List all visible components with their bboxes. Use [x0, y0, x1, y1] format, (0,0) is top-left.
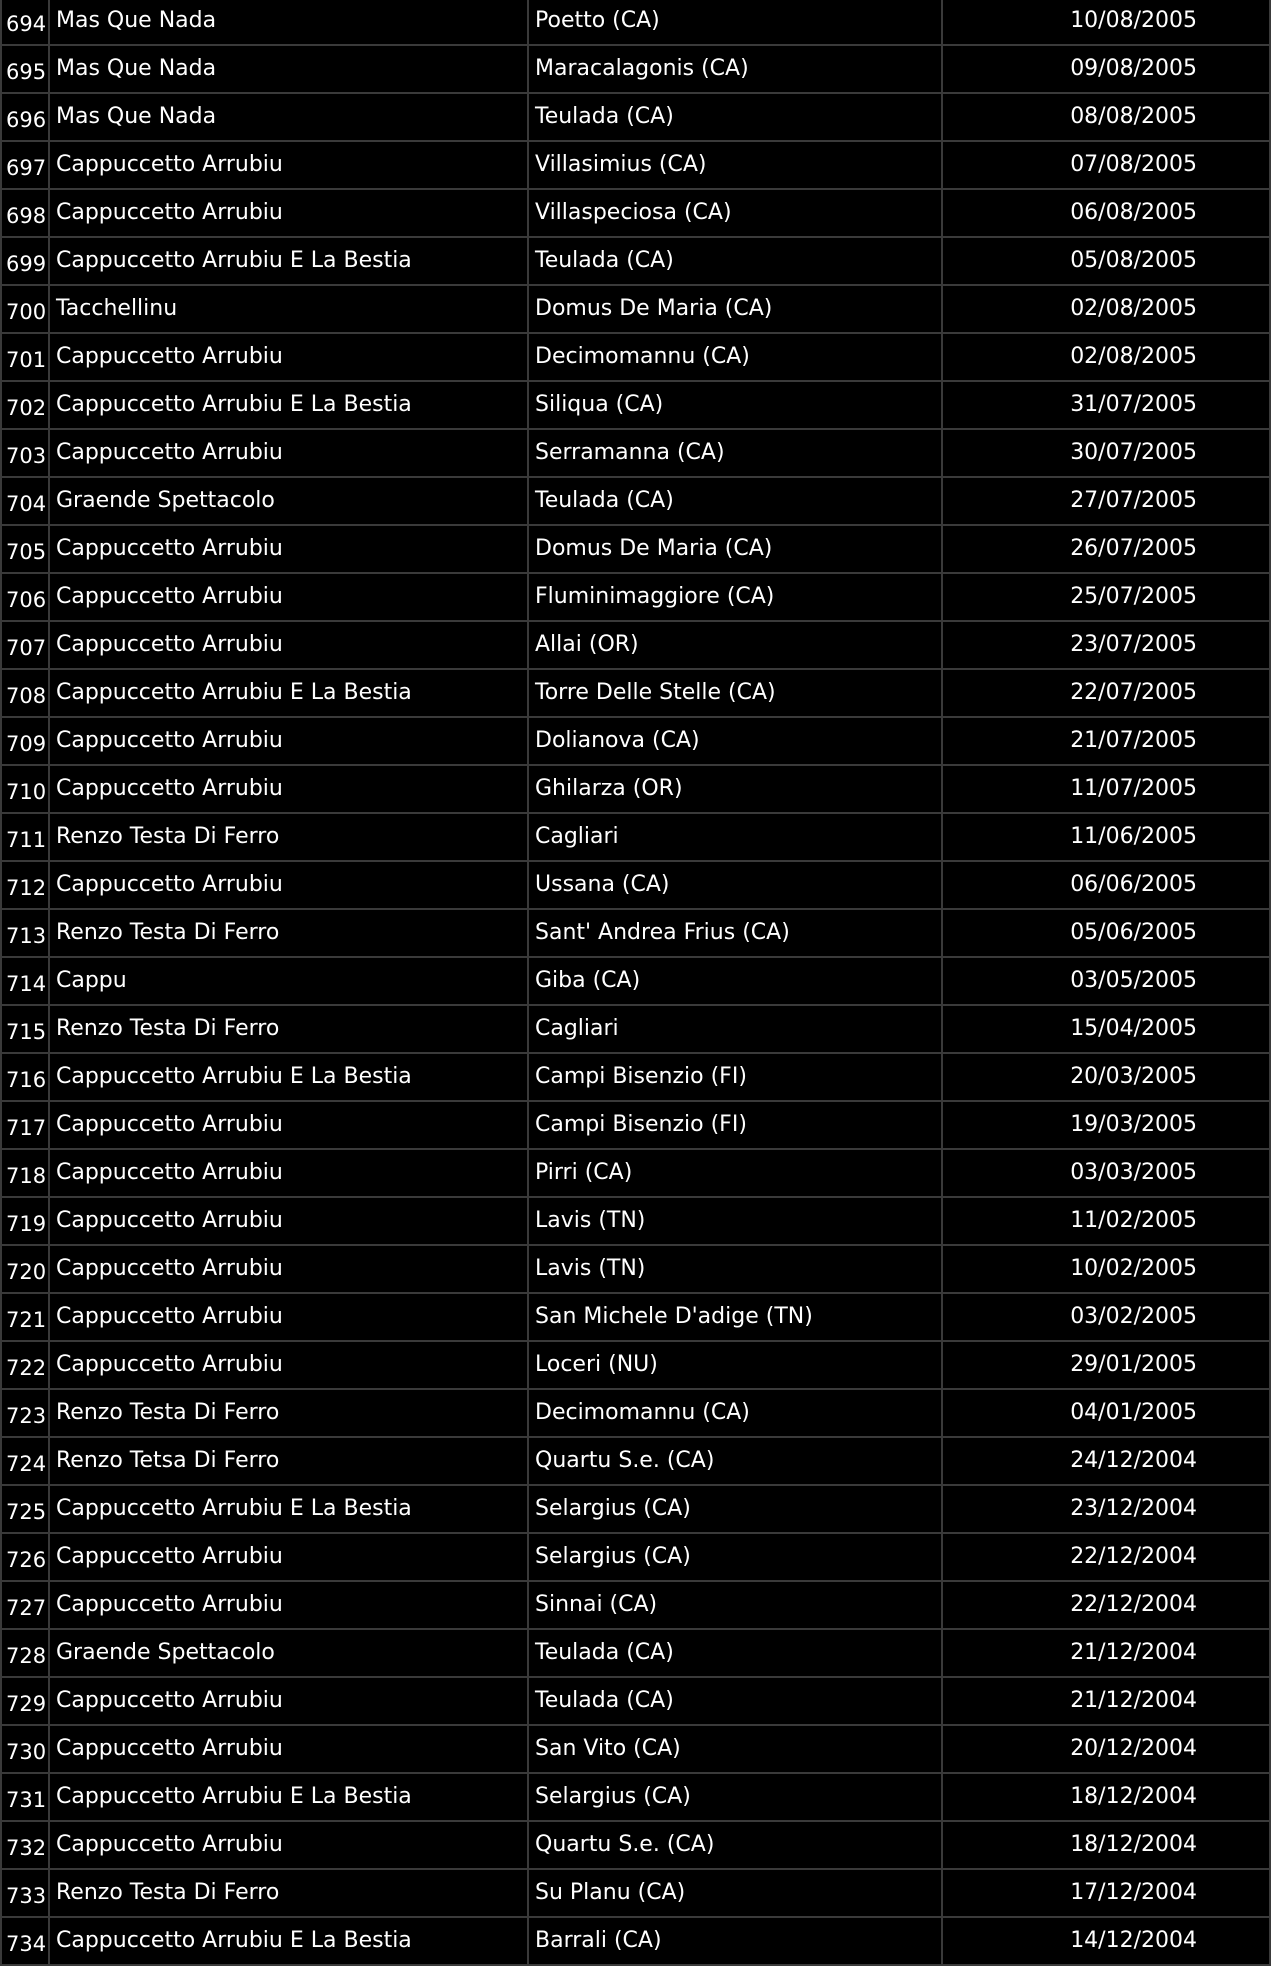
venue-cell: Lavis (TN) — [528, 1245, 942, 1293]
table-row — [1, 93, 1270, 141]
row-number-cell: 709 — [1, 717, 49, 765]
show-title-cell: Cappuccetto Arrubiu — [49, 525, 528, 573]
date-cell: 10/08/2005 — [942, 0, 1270, 45]
show-title-cell: Cappuccetto Arrubiu E La Bestia — [49, 669, 528, 717]
venue-cell: Sant' Andrea Frius (CA) — [528, 909, 942, 957]
table-row — [1, 1437, 1270, 1485]
show-title-cell: Renzo Testa Di Ferro — [49, 1869, 528, 1917]
venue-cell: Villaspeciosa (CA) — [528, 189, 942, 237]
venue-cell: Teulada (CA) — [528, 1629, 942, 1677]
row-number-cell: 710 — [1, 765, 49, 813]
show-title-cell: Renzo Testa Di Ferro — [49, 813, 528, 861]
table-row — [1, 0, 1270, 45]
table-row — [1, 1245, 1270, 1293]
row-number-cell: 694 — [1, 0, 49, 45]
table-row — [1, 1485, 1270, 1533]
date-cell: 21/07/2005 — [942, 717, 1270, 765]
show-title-cell: Cappuccetto Arrubiu — [49, 1677, 528, 1725]
date-cell: 03/03/2005 — [942, 1149, 1270, 1197]
venue-cell: Selargius (CA) — [528, 1773, 942, 1821]
date-cell: 14/12/2004 — [942, 1917, 1270, 1965]
show-title-cell: Cappuccetto Arrubiu — [49, 573, 528, 621]
row-number-cell: 698 — [1, 189, 49, 237]
table-row — [1, 525, 1270, 573]
row-number-cell: 729 — [1, 1677, 49, 1725]
row-number-cell: 715 — [1, 1005, 49, 1053]
show-title-cell: Cappuccetto Arrubiu — [49, 621, 528, 669]
date-cell: 20/12/2004 — [942, 1725, 1270, 1773]
table-row — [1, 1053, 1270, 1101]
show-title-cell: Mas Que Nada — [49, 93, 528, 141]
row-number-cell: 727 — [1, 1581, 49, 1629]
table-row — [1, 1197, 1270, 1245]
venue-cell: Selargius (CA) — [528, 1485, 942, 1533]
show-title-cell: Graende Spettacolo — [49, 477, 528, 525]
row-number-cell: 730 — [1, 1725, 49, 1773]
show-title-cell: Cappuccetto Arrubiu — [49, 717, 528, 765]
table-row — [1, 765, 1270, 813]
date-cell: 11/06/2005 — [942, 813, 1270, 861]
table-row — [1, 573, 1270, 621]
date-cell: 11/07/2005 — [942, 765, 1270, 813]
date-cell: 07/08/2005 — [942, 141, 1270, 189]
table-row — [1, 333, 1270, 381]
venue-cell: Giba (CA) — [528, 957, 942, 1005]
row-number-cell: 724 — [1, 1437, 49, 1485]
row-number-cell: 701 — [1, 333, 49, 381]
date-cell: 20/03/2005 — [942, 1053, 1270, 1101]
date-cell: 05/08/2005 — [942, 237, 1270, 285]
show-title-cell: Renzo Testa Di Ferro — [49, 1005, 528, 1053]
date-cell: 21/12/2004 — [942, 1629, 1270, 1677]
show-title-cell: Renzo Testa Di Ferro — [49, 909, 528, 957]
table-row — [1, 1773, 1270, 1821]
venue-cell: Serramanna (CA) — [528, 429, 942, 477]
row-number-cell: 726 — [1, 1533, 49, 1581]
date-cell: 29/01/2005 — [942, 1341, 1270, 1389]
row-number-cell: 702 — [1, 381, 49, 429]
table-row — [1, 1677, 1270, 1725]
row-number-cell: 712 — [1, 861, 49, 909]
date-cell: 02/08/2005 — [942, 285, 1270, 333]
venue-cell: Ghilarza (OR) — [528, 765, 942, 813]
date-cell: 22/12/2004 — [942, 1581, 1270, 1629]
date-cell: 27/07/2005 — [942, 477, 1270, 525]
venue-cell: Quartu S.e. (CA) — [528, 1437, 942, 1485]
show-title-cell: Cappuccetto Arrubiu — [49, 189, 528, 237]
row-number-cell: 714 — [1, 957, 49, 1005]
table-row — [1, 1629, 1270, 1677]
venue-cell: Barrali (CA) — [528, 1917, 942, 1965]
table-row — [1, 285, 1270, 333]
row-number-cell: 707 — [1, 621, 49, 669]
table-row — [1, 1293, 1270, 1341]
venue-cell: Campi Bisenzio (FI) — [528, 1101, 942, 1149]
row-number-cell: 720 — [1, 1245, 49, 1293]
show-title-cell: Renzo Tetsa Di Ferro — [49, 1437, 528, 1485]
venue-cell: Sinnai (CA) — [528, 1581, 942, 1629]
show-title-cell: Cappuccetto Arrubiu — [49, 1725, 528, 1773]
table-row — [1, 45, 1270, 93]
table-row — [1, 1917, 1270, 1965]
date-cell: 24/12/2004 — [942, 1437, 1270, 1485]
table-row — [1, 1821, 1270, 1869]
performances-table-body — [1, 0, 1270, 1965]
venue-cell: Selargius (CA) — [528, 1533, 942, 1581]
venue-cell: San Vito (CA) — [528, 1725, 942, 1773]
table-row — [1, 1869, 1270, 1917]
show-title-cell: Cappu — [49, 957, 528, 1005]
show-title-cell: Cappuccetto Arrubiu — [49, 1245, 528, 1293]
date-cell: 23/12/2004 — [942, 1485, 1270, 1533]
show-title-cell: Graende Spettacolo — [49, 1629, 528, 1677]
show-title-cell: Mas Que Nada — [49, 45, 528, 93]
row-number-cell: 711 — [1, 813, 49, 861]
row-number-cell: 723 — [1, 1389, 49, 1437]
venue-cell: Villasimius (CA) — [528, 141, 942, 189]
date-cell: 04/01/2005 — [942, 1389, 1270, 1437]
date-cell: 18/12/2004 — [942, 1773, 1270, 1821]
row-number-cell: 728 — [1, 1629, 49, 1677]
date-cell: 19/03/2005 — [942, 1101, 1270, 1149]
venue-cell: Su Planu (CA) — [528, 1869, 942, 1917]
row-number-cell: 722 — [1, 1341, 49, 1389]
venue-cell: Domus De Maria (CA) — [528, 285, 942, 333]
date-cell: 08/08/2005 — [942, 93, 1270, 141]
date-cell: 17/12/2004 — [942, 1869, 1270, 1917]
venue-cell: Teulada (CA) — [528, 237, 942, 285]
show-title-cell: Cappuccetto Arrubiu E La Bestia — [49, 381, 528, 429]
table-row — [1, 141, 1270, 189]
date-cell: 03/05/2005 — [942, 957, 1270, 1005]
date-cell: 09/08/2005 — [942, 45, 1270, 93]
row-number-cell: 717 — [1, 1101, 49, 1149]
row-number-cell: 713 — [1, 909, 49, 957]
row-number-cell: 734 — [1, 1917, 49, 1965]
table-row — [1, 1533, 1270, 1581]
venue-cell: Cagliari — [528, 813, 942, 861]
date-cell: 22/12/2004 — [942, 1533, 1270, 1581]
show-title-cell: Cappuccetto Arrubiu — [49, 1101, 528, 1149]
row-number-cell: 706 — [1, 573, 49, 621]
show-title-cell: Cappuccetto Arrubiu — [49, 861, 528, 909]
table-row — [1, 957, 1270, 1005]
date-cell: 03/02/2005 — [942, 1293, 1270, 1341]
venue-cell: Lavis (TN) — [528, 1197, 942, 1245]
table-row — [1, 1581, 1270, 1629]
venue-cell: Campi Bisenzio (FI) — [528, 1053, 942, 1101]
show-title-cell: Mas Que Nada — [49, 0, 528, 45]
show-title-cell: Cappuccetto Arrubiu — [49, 1821, 528, 1869]
table-row — [1, 1101, 1270, 1149]
table-row — [1, 429, 1270, 477]
venue-cell: Siliqua (CA) — [528, 381, 942, 429]
table-row — [1, 861, 1270, 909]
row-number-cell: 705 — [1, 525, 49, 573]
date-cell: 30/07/2005 — [942, 429, 1270, 477]
venue-cell: Teulada (CA) — [528, 93, 942, 141]
row-number-cell: 695 — [1, 45, 49, 93]
venue-cell: Poetto (CA) — [528, 0, 942, 45]
venue-cell: Teulada (CA) — [528, 1677, 942, 1725]
show-title-cell: Renzo Testa Di Ferro — [49, 1389, 528, 1437]
venue-cell: San Michele D'adige (TN) — [528, 1293, 942, 1341]
show-title-cell: Cappuccetto Arrubiu E La Bestia — [49, 1053, 528, 1101]
show-title-cell: Cappuccetto Arrubiu — [49, 333, 528, 381]
row-number-cell: 697 — [1, 141, 49, 189]
table-row — [1, 1341, 1270, 1389]
date-cell: 06/06/2005 — [942, 861, 1270, 909]
row-number-cell: 731 — [1, 1773, 49, 1821]
show-title-cell: Cappuccetto Arrubiu E La Bestia — [49, 1917, 528, 1965]
date-cell: 11/02/2005 — [942, 1197, 1270, 1245]
table-row — [1, 813, 1270, 861]
show-title-cell: Cappuccetto Arrubiu — [49, 141, 528, 189]
date-cell: 26/07/2005 — [942, 525, 1270, 573]
date-cell: 31/07/2005 — [942, 381, 1270, 429]
row-number-cell: 733 — [1, 1869, 49, 1917]
venue-cell: Decimomannu (CA) — [528, 1389, 942, 1437]
table-row — [1, 477, 1270, 525]
show-title-cell: Cappuccetto Arrubiu — [49, 765, 528, 813]
table-row — [1, 189, 1270, 237]
row-number-cell: 721 — [1, 1293, 49, 1341]
venue-cell: Torre Delle Stelle (CA) — [528, 669, 942, 717]
venue-cell: Quartu S.e. (CA) — [528, 1821, 942, 1869]
venue-cell: Domus De Maria (CA) — [528, 525, 942, 573]
venue-cell: Loceri (NU) — [528, 1341, 942, 1389]
row-number-cell: 700 — [1, 285, 49, 333]
show-title-cell: Tacchellinu — [49, 285, 528, 333]
date-cell: 25/07/2005 — [942, 573, 1270, 621]
date-cell: 15/04/2005 — [942, 1005, 1270, 1053]
date-cell: 18/12/2004 — [942, 1821, 1270, 1869]
date-cell: 10/02/2005 — [942, 1245, 1270, 1293]
venue-cell: Dolianova (CA) — [528, 717, 942, 765]
show-title-cell: Cappuccetto Arrubiu E La Bestia — [49, 1773, 528, 1821]
table-row — [1, 669, 1270, 717]
show-title-cell: Cappuccetto Arrubiu — [49, 429, 528, 477]
venue-cell: Teulada (CA) — [528, 477, 942, 525]
row-number-cell: 725 — [1, 1485, 49, 1533]
table-row — [1, 909, 1270, 957]
show-title-cell: Cappuccetto Arrubiu — [49, 1149, 528, 1197]
table-row — [1, 1005, 1270, 1053]
show-title-cell: Cappuccetto Arrubiu — [49, 1293, 528, 1341]
venue-cell: Pirri (CA) — [528, 1149, 942, 1197]
show-title-cell: Cappuccetto Arrubiu — [49, 1197, 528, 1245]
show-title-cell: Cappuccetto Arrubiu — [49, 1533, 528, 1581]
show-title-cell: Cappuccetto Arrubiu E La Bestia — [49, 237, 528, 285]
venue-cell: Decimomannu (CA) — [528, 333, 942, 381]
table-row — [1, 1149, 1270, 1197]
row-number-cell: 732 — [1, 1821, 49, 1869]
show-title-cell: Cappuccetto Arrubiu — [49, 1341, 528, 1389]
date-cell: 02/08/2005 — [942, 333, 1270, 381]
venue-cell: Fluminimaggiore (CA) — [528, 573, 942, 621]
table-row — [1, 1389, 1270, 1437]
venue-cell: Allai (OR) — [528, 621, 942, 669]
table-row — [1, 717, 1270, 765]
table-row — [1, 621, 1270, 669]
table-row — [1, 237, 1270, 285]
date-cell: 05/06/2005 — [942, 909, 1270, 957]
row-number-cell: 704 — [1, 477, 49, 525]
table-row — [1, 381, 1270, 429]
table-row — [1, 1725, 1270, 1773]
row-number-cell: 716 — [1, 1053, 49, 1101]
row-number-cell: 699 — [1, 237, 49, 285]
row-number-cell: 703 — [1, 429, 49, 477]
venue-cell: Ussana (CA) — [528, 861, 942, 909]
row-number-cell: 696 — [1, 93, 49, 141]
date-cell: 22/07/2005 — [942, 669, 1270, 717]
date-cell: 06/08/2005 — [942, 189, 1270, 237]
row-number-cell: 719 — [1, 1197, 49, 1245]
show-title-cell: Cappuccetto Arrubiu E La Bestia — [49, 1485, 528, 1533]
row-number-cell: 718 — [1, 1149, 49, 1197]
date-cell: 23/07/2005 — [942, 621, 1270, 669]
row-number-cell: 708 — [1, 669, 49, 717]
venue-cell: Cagliari — [528, 1005, 942, 1053]
show-title-cell: Cappuccetto Arrubiu — [49, 1581, 528, 1629]
date-cell: 21/12/2004 — [942, 1677, 1270, 1725]
venue-cell: Maracalagonis (CA) — [528, 45, 942, 93]
